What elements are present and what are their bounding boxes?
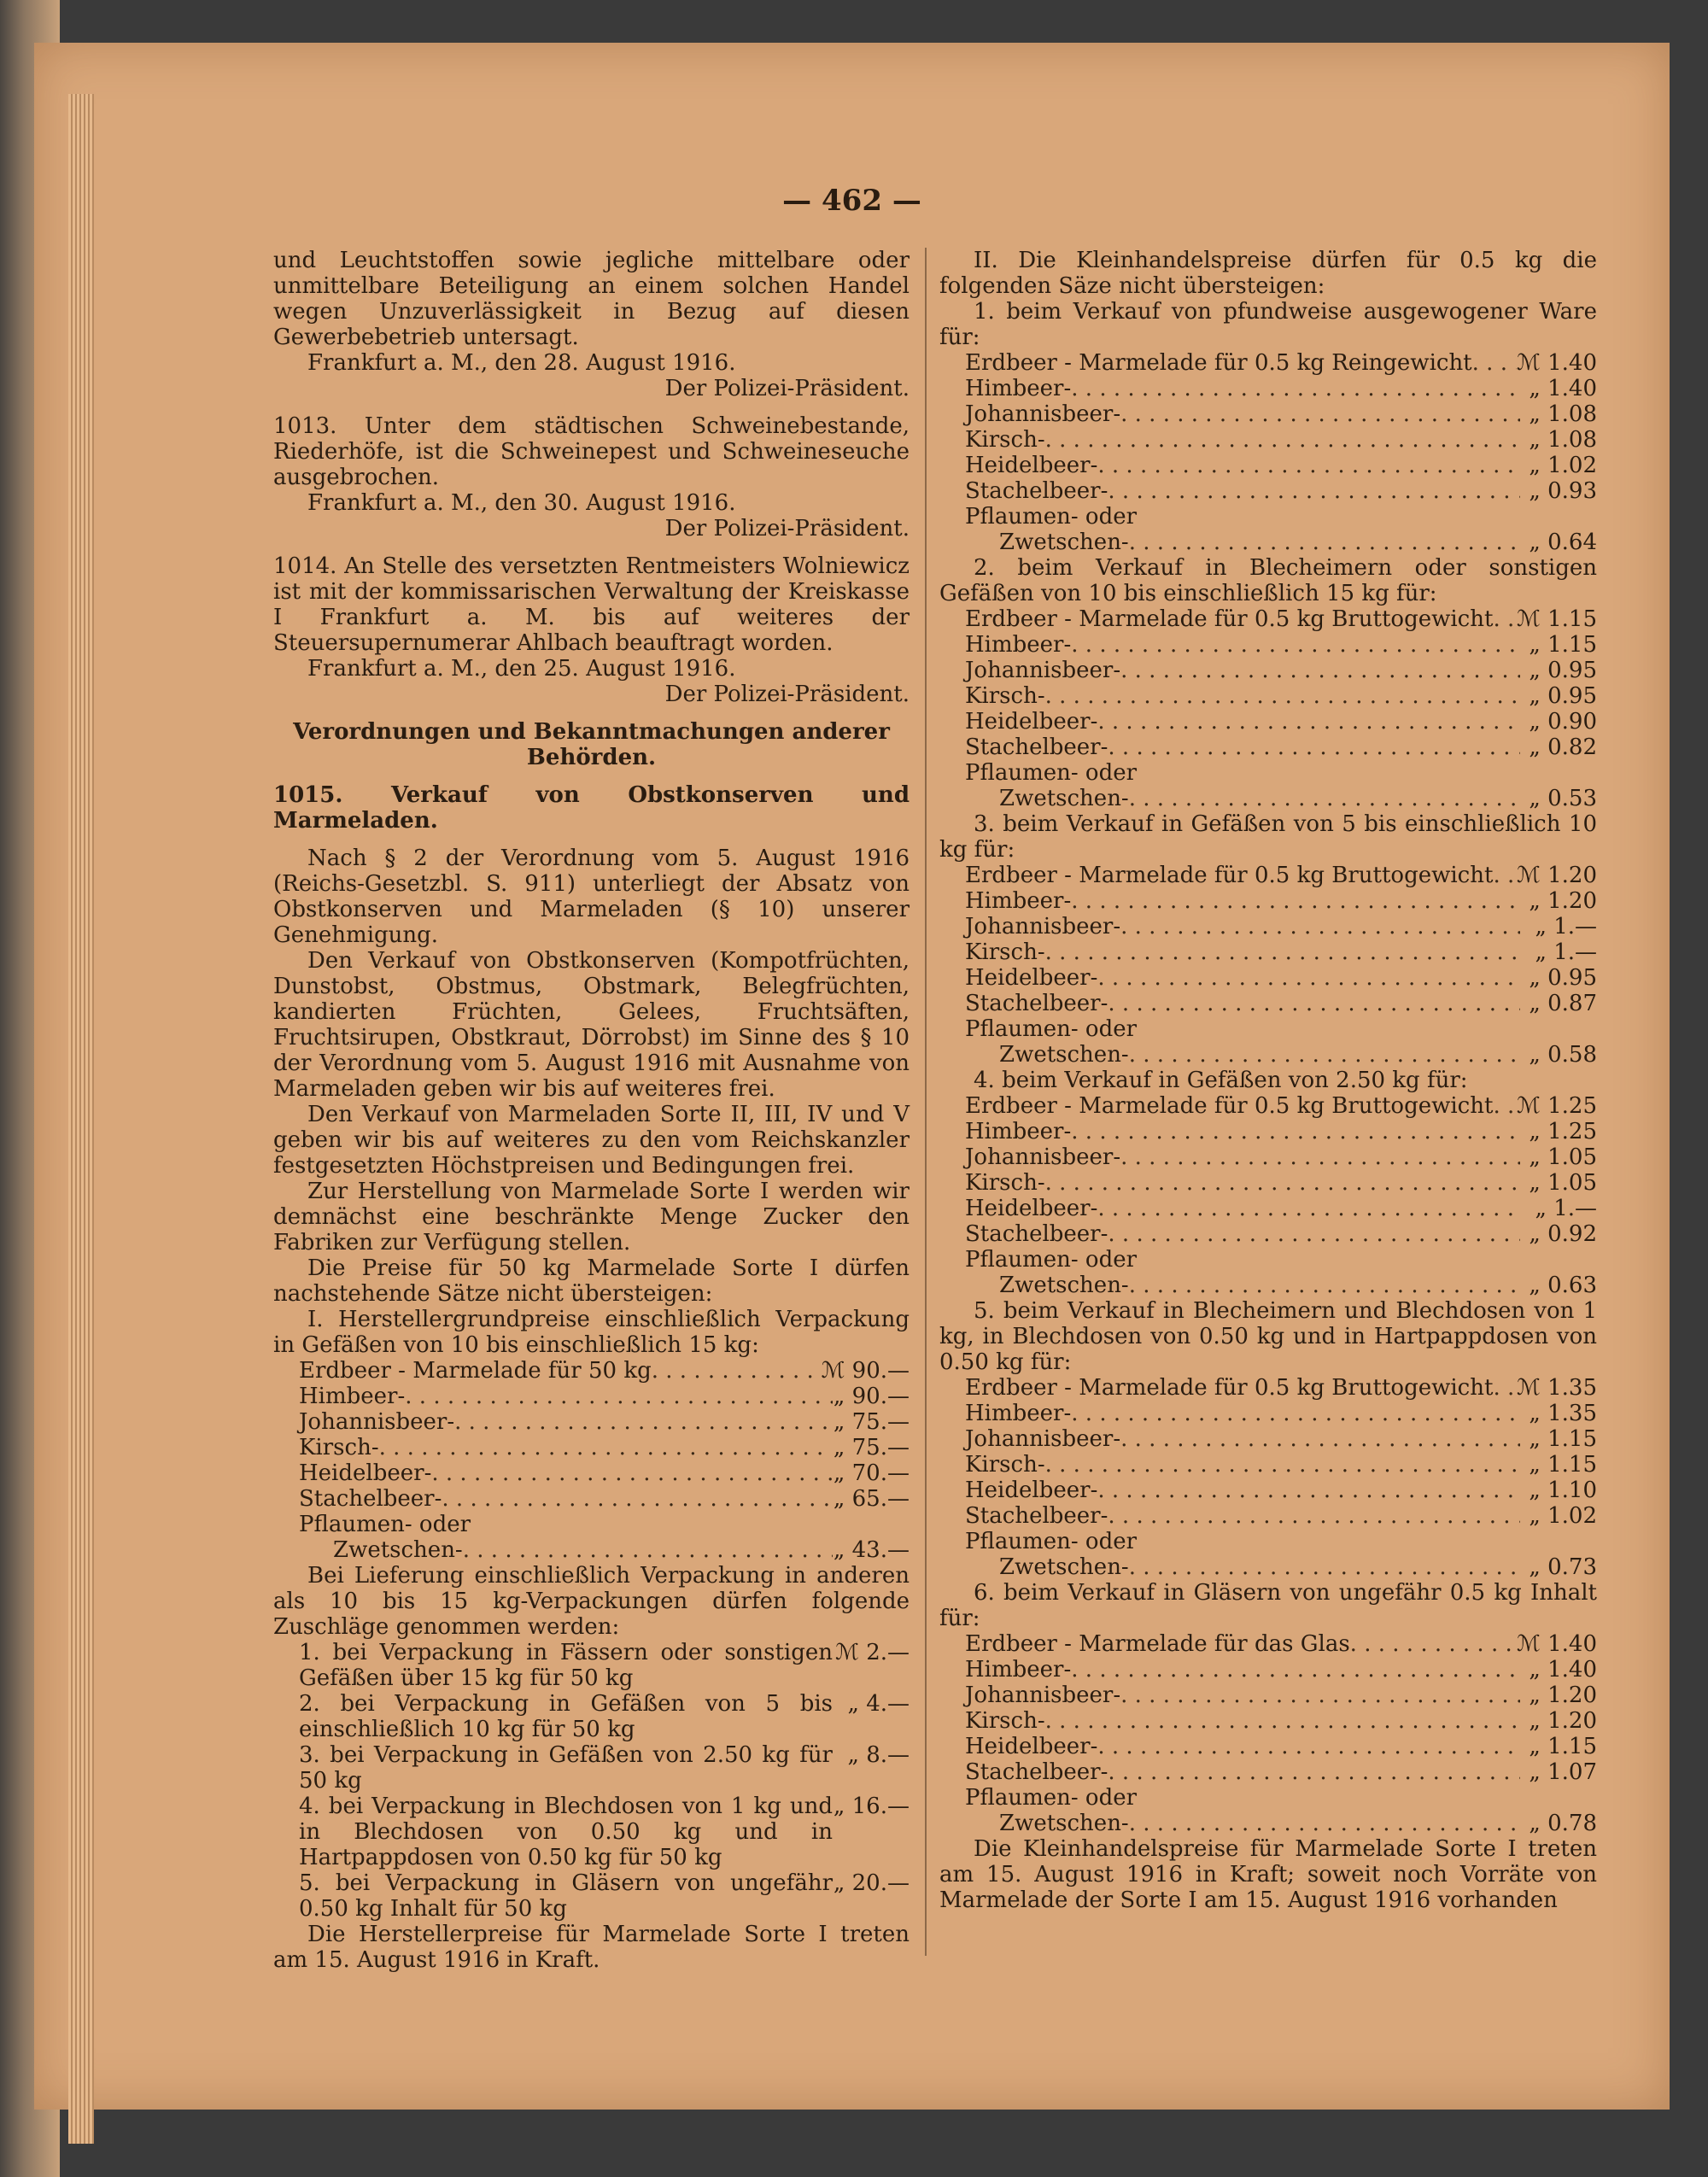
price-row xyxy=(965,1554,1597,1580)
price-group-list xyxy=(939,1375,1597,1580)
product-name: Heidelbeer- xyxy=(965,965,1098,991)
paragraph-6: Bei Lieferung einschließlich Verpackung in anderen als 10 bis 15 kg-Verpackungen dürfen folgende Zuschläge genommen werden: xyxy=(273,1563,910,1640)
price-row xyxy=(965,606,1597,632)
product-name: Heidelbeer- xyxy=(965,1196,1098,1221)
page-number: — 462 — xyxy=(782,184,921,218)
product-name: Johannisbeer- xyxy=(965,658,1121,683)
surcharge-row: 5. bei Verpackung in Gläsern von ungefähr 0.50 kg Inhalt für 50 kg „ 20.— xyxy=(299,1870,910,1922)
price-row: Johannisbeer- . . . „ 75.— xyxy=(299,1409,910,1435)
price-group-list xyxy=(939,1093,1597,1298)
product-name: Kirsch- xyxy=(965,1170,1045,1196)
price-row: Kirsch- . . . „ 75.— xyxy=(299,1435,910,1460)
product-price: „ 0.78 xyxy=(1529,1811,1597,1836)
price-row: Zwetschen- . . . „ 43.— xyxy=(299,1537,910,1563)
price-row xyxy=(965,914,1597,939)
product-price: „ 0.82 xyxy=(1529,734,1597,760)
product-price: „ 1.05 xyxy=(1529,1170,1597,1196)
price-row xyxy=(965,401,1597,427)
product-name: Heidelbeer- xyxy=(965,453,1098,478)
product-name: Zwetschen- xyxy=(999,530,1129,555)
price-row xyxy=(965,453,1597,478)
notice-1013: 1013. Unter dem städtischen Schweinebestande, Riederhöfe, ist die Schweinepest und Schweineseuche ausgebrochen. xyxy=(273,413,910,490)
product-name: Pflaumen- oder xyxy=(965,1016,1138,1042)
price-row xyxy=(965,1529,1597,1554)
notice-1014-date: Frankfurt a. M., den 25. August 1916. xyxy=(307,656,736,682)
product-name: Zwetschen- xyxy=(999,1042,1129,1068)
price-row xyxy=(965,786,1597,811)
product-name: Zwetschen- xyxy=(999,786,1129,811)
price-row xyxy=(965,1503,1597,1529)
paragraph-2: Den Verkauf von Obstkonserven (Kompotfrüchten, Dunstobst, Obstmus, Obstmark, Belegfrüchten, kandierten Früchten, Gelees, Fruchtsäften, Fruchtsirupen, Obstkraut, Dörrobst) im Sinne des § 10 der Verordnung vom 5. August 1916 mit Ausnahme von Marmeladen geben wir bis auf weiteres frei. xyxy=(273,948,910,1102)
price-row xyxy=(965,376,1597,401)
retail-price-groups xyxy=(939,299,1597,1836)
product-price: „ 0.63 xyxy=(1529,1273,1597,1298)
product-name: Johannisbeer- xyxy=(965,1144,1121,1170)
product-price: „ 0.90 xyxy=(1529,709,1597,734)
price-row xyxy=(965,709,1597,734)
surcharge-list xyxy=(273,1640,910,1922)
product-name: Erdbeer - Marmelade für 0.5 kg Bruttogewicht xyxy=(965,1375,1494,1401)
intro-paragraph: und Leuchtstoffen sowie jegliche mittelbare oder unmittelbare Beteiligung an einem solchen Handel wegen Unzuverlässigkeit in Bezug auf diesen Gewerbebetrieb untersagt. xyxy=(273,248,910,350)
section-heading: Verordnungen und Bekanntmachungen anderer Behörden. xyxy=(293,719,890,770)
product-price: „ 0.73 xyxy=(1529,1554,1597,1580)
price-row xyxy=(965,658,1597,683)
price-row xyxy=(965,478,1597,504)
paragraph-7: Die Herstellerpreise für Marmelade Sorte I treten am 15. August 1916 in Kraft. xyxy=(273,1922,910,1973)
product-name: Kirsch- xyxy=(965,427,1045,453)
price-row xyxy=(965,1221,1597,1247)
price-row xyxy=(965,1042,1597,1068)
product-price: „ 1.02 xyxy=(1529,1503,1597,1529)
price-group-list xyxy=(939,863,1597,1068)
price-row xyxy=(965,1426,1597,1452)
price-row xyxy=(965,1273,1597,1298)
product-price: „ 1.20 xyxy=(1529,1682,1597,1708)
product-price: „ 1.02 xyxy=(1529,453,1597,478)
product-name: Himbeer- xyxy=(965,1657,1072,1682)
product-price: ℳ 1.25 xyxy=(1517,1093,1597,1119)
price-row xyxy=(965,991,1597,1016)
right-column xyxy=(939,248,1597,1913)
price-row xyxy=(965,427,1597,453)
product-price: „ 1.10 xyxy=(1529,1478,1597,1503)
price-row xyxy=(965,632,1597,658)
product-price: „ 0.87 xyxy=(1529,991,1597,1016)
product-price: ℳ 1.15 xyxy=(1517,606,1597,632)
price-row xyxy=(965,863,1597,888)
product-name: Himbeer- xyxy=(965,1119,1072,1144)
price-row xyxy=(965,1401,1597,1426)
price-group-title: 6. beim Verkauf in Gläsern von ungefähr 0.5 kg Inhalt für: xyxy=(939,1580,1597,1631)
product-price: „ 1.07 xyxy=(1529,1759,1597,1785)
price-group-title: 4. beim Verkauf in Gefäßen von 2.50 kg für: xyxy=(974,1068,1468,1093)
product-name: Johannisbeer- xyxy=(965,401,1121,427)
product-price: „ 1.15 xyxy=(1529,1734,1597,1759)
price-row xyxy=(965,888,1597,914)
price-row xyxy=(965,1093,1597,1119)
product-name: Erdbeer - Marmelade für 0.5 kg Bruttogewicht xyxy=(965,1093,1494,1119)
product-name: Stachelbeer- xyxy=(965,734,1108,760)
price-row xyxy=(965,683,1597,709)
product-price: ℳ 1.40 xyxy=(1517,350,1597,376)
product-name: Kirsch- xyxy=(965,1708,1045,1734)
product-name: Erdbeer - Marmelade für 0.5 kg Bruttogewicht xyxy=(965,863,1494,888)
product-name: Himbeer- xyxy=(965,888,1072,914)
product-price: „ 1.20 xyxy=(1529,1708,1597,1734)
price-row: Stachelbeer- . . . „ 65.— xyxy=(299,1486,910,1512)
price-group-title: 3. beim Verkauf in Gefäßen von 5 bis einschließlich 10 kg für: xyxy=(939,811,1597,863)
product-name: Pflaumen- oder xyxy=(965,1529,1138,1554)
price-row xyxy=(965,1811,1597,1836)
product-price: „ 1.15 xyxy=(1529,632,1597,658)
product-name: Johannisbeer- xyxy=(965,914,1121,939)
product-name: Pflaumen- oder xyxy=(965,504,1138,530)
document-page xyxy=(34,43,1670,2110)
price-row xyxy=(965,1170,1597,1196)
price-row xyxy=(965,1631,1597,1657)
product-name: Erdbeer - Marmelade für das Glas xyxy=(965,1631,1350,1657)
price-row xyxy=(965,939,1597,965)
product-price: „ 1.— xyxy=(1535,939,1597,965)
product-price: „ 1.40 xyxy=(1529,1657,1597,1682)
product-price: „ 0.58 xyxy=(1529,1042,1597,1068)
product-name: Erdbeer - Marmelade für 0.5 kg Bruttogewicht xyxy=(965,606,1494,632)
product-price: „ 1.08 xyxy=(1529,401,1597,427)
product-price: „ 1.20 xyxy=(1529,888,1597,914)
price-row xyxy=(965,1682,1597,1708)
intro-date: Frankfurt a. M., den 28. August 1916. xyxy=(307,350,736,376)
product-price: „ 0.92 xyxy=(1529,1221,1597,1247)
price-row xyxy=(965,1196,1597,1221)
product-price: „ 1.— xyxy=(1535,914,1597,939)
product-name: Stachelbeer- xyxy=(965,1221,1108,1247)
paragraph-5: Die Preise für 50 kg Marmelade Sorte I dürfen nachstehende Sätze nicht übersteigen: xyxy=(273,1255,910,1307)
product-name: Heidelbeer- xyxy=(965,1478,1098,1503)
product-name: Himbeer- xyxy=(965,376,1072,401)
product-name: Heidelbeer- xyxy=(965,1734,1098,1759)
product-name: Stachelbeer- xyxy=(965,1759,1108,1785)
price-row: Heidelbeer- . . . „ 70.— xyxy=(299,1460,910,1486)
price-row xyxy=(965,1708,1597,1734)
price-group-list xyxy=(939,606,1597,811)
product-price: „ 1.35 xyxy=(1529,1401,1597,1426)
price-row xyxy=(965,1785,1597,1811)
product-price: ℳ 1.20 xyxy=(1517,863,1597,888)
surcharge-row: 4. bei Verpackung in Blechdosen von 1 kg und in Blechdosen von 0.50 kg und in Hartpappdosen von 0.50 kg für 50 kg „ 16.— xyxy=(299,1794,910,1870)
product-price: „ 1.15 xyxy=(1529,1452,1597,1478)
notice-1013-date: Frankfurt a. M., den 30. August 1916. xyxy=(307,490,736,516)
product-name: Heidelbeer- xyxy=(965,709,1098,734)
price-group-list xyxy=(939,350,1597,555)
product-name: Zwetschen- xyxy=(999,1554,1129,1580)
product-name: Erdbeer - Marmelade für 0.5 kg Reingewicht xyxy=(965,350,1472,376)
product-price: „ 0.95 xyxy=(1529,965,1597,991)
price-group-title: 2. beim Verkauf in Blecheimern oder sonstigen Gefäßen von 10 bis einschließlich 15 kg für: xyxy=(939,555,1597,606)
surcharge-row: 2. bei Verpackung in Gefäßen von 5 bis einschließlich 10 kg für 50 kg „ 4.— xyxy=(299,1691,910,1742)
price-row xyxy=(965,734,1597,760)
price-row xyxy=(965,1016,1597,1042)
product-price: ℳ 1.40 xyxy=(1517,1631,1597,1657)
surcharge-row: 1. bei Verpackung in Fässern oder sonstigen Gefäßen über 15 kg für 50 kg ℳ 2.— xyxy=(299,1640,910,1691)
product-name: Pflaumen- oder xyxy=(965,760,1138,786)
product-price: „ 0.53 xyxy=(1529,786,1597,811)
product-price: „ 1.25 xyxy=(1529,1119,1597,1144)
product-name: Stachelbeer- xyxy=(965,1503,1108,1529)
price-row xyxy=(965,1478,1597,1503)
price-row xyxy=(965,760,1597,786)
notice-1014: 1014. An Stelle des versetzten Rentmeisters Wolniewicz ist mit der kommissarischen Verwaltung der Kreiskasse I Frankfurt a. M. bis auf weiteres der Steuersupernumerar Ahlbach beauftragt worden. xyxy=(273,553,910,656)
product-name: Kirsch- xyxy=(965,939,1045,965)
price-row xyxy=(965,504,1597,530)
price-row: Pflaumen- oder xyxy=(299,1512,471,1537)
product-name: Zwetschen- xyxy=(999,1273,1129,1298)
column-divider xyxy=(925,248,927,1956)
product-name: Stachelbeer- xyxy=(965,478,1108,504)
product-price: ℳ 1.35 xyxy=(1517,1375,1597,1401)
product-name: Johannisbeer- xyxy=(965,1426,1121,1452)
paragraph-1: Nach § 2 der Verordnung vom 5. August 1916 (Reichs-Gesetzbl. S. 911) unterliegt der Absatz von Obstkonserven und Marmeladen (§ 10) unserer Genehmigung. xyxy=(273,846,910,948)
notice-1014-signature: Der Polizei-Präsident. xyxy=(664,682,910,707)
price-row xyxy=(965,965,1597,991)
price-row: Himbeer- . . . „ 90.— xyxy=(299,1384,910,1409)
price-group-list xyxy=(939,1631,1597,1836)
product-price: „ 0.93 xyxy=(1529,478,1597,504)
product-price: „ 0.95 xyxy=(1529,683,1597,709)
section-2-title: II. Die Kleinhandelspreise dürfen für 0.5 kg die folgenden Säze nicht übersteigen: xyxy=(939,248,1597,299)
price-row xyxy=(965,1759,1597,1785)
product-name: Zwetschen- xyxy=(999,1811,1129,1836)
price-row xyxy=(965,530,1597,555)
left-column xyxy=(273,248,910,1973)
surcharge-row: 3. bei Verpackung in Gefäßen von 2.50 kg für 50 kg „ 8.— xyxy=(299,1742,910,1794)
price-row xyxy=(965,1119,1597,1144)
product-name: Johannisbeer- xyxy=(965,1682,1121,1708)
product-name: Kirsch- xyxy=(965,1452,1045,1478)
closing-paragraph: Die Kleinhandelspreise für Marmelade Sorte I treten am 15. August 1916 in Kraft; soweit noch Vorräte von Marmelade der Sorte I am 15. August 1916 vorhanden xyxy=(939,1836,1597,1913)
page-stack-edge xyxy=(68,94,94,2144)
price-row xyxy=(965,1657,1597,1682)
paragraph-4: Zur Herstellung von Marmelade Sorte I werden wir demnächst eine beschränkte Menge Zucker den Fabriken zur Verfügung stellen. xyxy=(273,1179,910,1255)
product-name: Himbeer- xyxy=(965,1401,1072,1426)
product-name: Stachelbeer- xyxy=(965,991,1108,1016)
price-group-title: 5. beim Verkauf in Blecheimern und Blechdosen von 1 kg, in Blechdosen von 0.50 kg und in Hartpappdosen von 0.50 kg für: xyxy=(939,1298,1597,1375)
notice-1013-signature: Der Polizei-Präsident. xyxy=(664,516,910,541)
producer-price-list xyxy=(273,1358,910,1563)
price-row xyxy=(965,350,1597,376)
price-row xyxy=(965,1144,1597,1170)
product-price: „ 0.95 xyxy=(1529,658,1597,683)
price-group-title: 1. beim Verkauf von pfundweise ausgewogener Ware für: xyxy=(939,299,1597,350)
price-row xyxy=(965,1375,1597,1401)
product-price: „ 1.08 xyxy=(1529,427,1597,453)
product-price: „ 0.64 xyxy=(1529,530,1597,555)
paragraph-3: Den Verkauf von Marmeladen Sorte II, III, IV und V geben wir bis auf weiteres zu den vom Reichskanzler festgesetzten Höchstpreisen und Bedingungen frei. xyxy=(273,1102,910,1179)
product-name: Pflaumen- oder xyxy=(965,1247,1138,1273)
product-price: „ 1.15 xyxy=(1529,1426,1597,1452)
product-name: Kirsch- xyxy=(965,683,1045,709)
price-row: Erdbeer - Marmelade für 50 kg . . . ℳ 90.— xyxy=(299,1358,910,1384)
section-1-title: I. Herstellergrundpreise einschließlich Verpackung in Gefäßen von 10 bis einschließlich 15 kg: xyxy=(273,1307,910,1358)
product-price: „ 1.40 xyxy=(1529,376,1597,401)
notice-1015-title: 1015. Verkauf von Obstkonserven und Marmeladen. xyxy=(273,782,910,834)
intro-signature: Der Polizei-Präsident. xyxy=(664,376,910,401)
price-row xyxy=(965,1452,1597,1478)
price-row xyxy=(965,1734,1597,1759)
product-name: Himbeer- xyxy=(965,632,1072,658)
product-name: Pflaumen- oder xyxy=(965,1785,1138,1811)
product-price: „ 1.— xyxy=(1535,1196,1597,1221)
price-row xyxy=(965,1247,1597,1273)
product-price: „ 1.05 xyxy=(1529,1144,1597,1170)
